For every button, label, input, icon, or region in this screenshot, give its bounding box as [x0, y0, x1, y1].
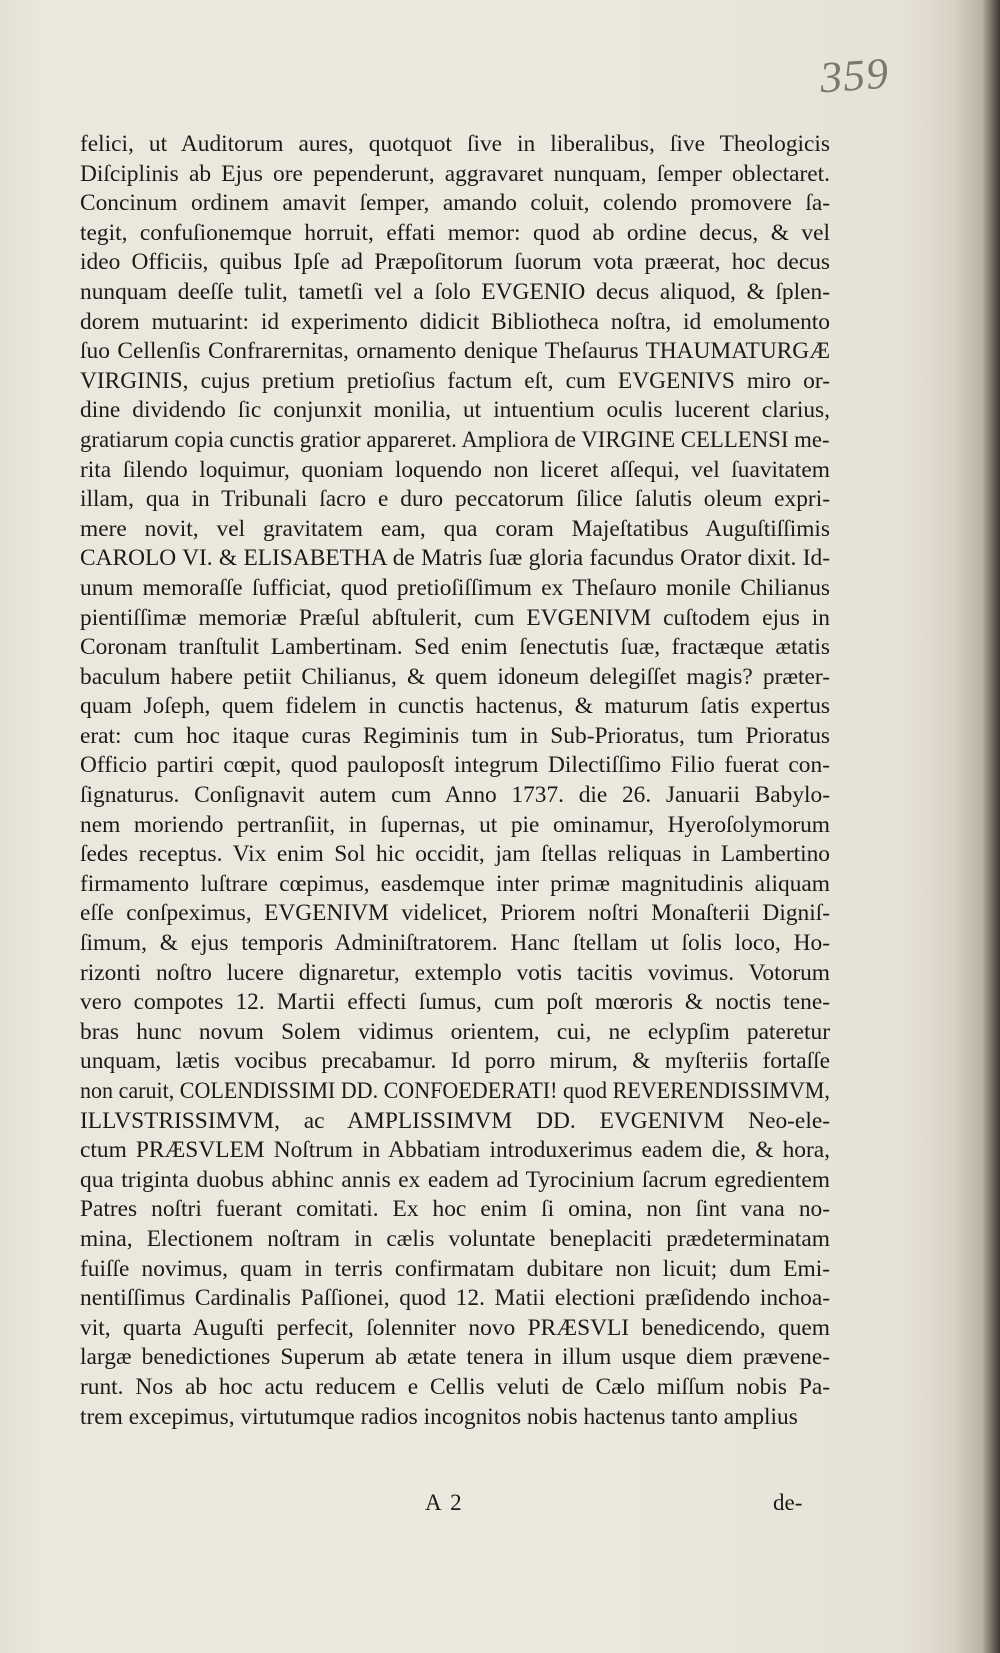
text-line: largæ benedictiones Superum ab ætate tenera in illum usque diem prævene-: [80, 1344, 830, 1371]
signature-mark: A 2: [425, 1490, 464, 1515]
body-text: [80, 130, 830, 1432]
text-line: erat: cum hoc itaque curas Regiminis tum in Sub-Prioratus, tum Prioratus: [80, 722, 830, 749]
text-line: trem excepimus, virtutumque radios incognitos nobis hactenus tanto amplius: [80, 1403, 798, 1430]
text-line: baculum habere petiit Chilianus, & quem idoneum delegiſſet magis? præter-: [80, 663, 830, 690]
text-line: Officio partiri cœpit, quod pauloposſt integrum Dilectiſſimo Filio fuerat con-: [80, 752, 830, 779]
text-line: quam Joſeph, quem fidelem in cunctis hactenus, & maturum ſatis expertus: [80, 693, 830, 720]
text-line: fuiſſe novimus, quam in terris confirmatam dubitare non licuit; dum Emi-: [80, 1255, 830, 1282]
text-line: nunquam deeſſe tulit, tametſi vel a ſolo EVGENIO decus aliquod, & ſplen-: [80, 278, 830, 305]
text-line: Diſciplinis ab Ejus ore pependerunt, aggravaret nunquam, ſemper oblectaret.: [80, 160, 830, 187]
text-line: ſimum, & ejus temporis Adminiſtratorem. Hanc ſtellam ut ſolis loco, Ho-: [80, 930, 830, 957]
text-line: CAROLO VI. & ELISABETHA de Matris ſuæ gloria facundus Orator dixit. Id-: [80, 545, 830, 572]
text-line: illam, qua in Tribunali ſacro e duro peccatorum ſilice ſalutis oleum expri-: [80, 486, 830, 513]
text-line: ILLVSTRISSIMVM, ac AMPLISSIMVM DD. EVGENIVM Neo-ele-: [80, 1107, 830, 1134]
text-line: Coronam tranſtulit Lambertinam. Sed enim ſenectutis ſuæ, fractæque ætatis: [80, 634, 830, 661]
text-line: rizonti noſtro lucere dignaretur, extemplo votis tacitis vovimus. Votorum: [80, 959, 830, 986]
text-line: ideo Officiis, quibus Ipſe ad Præpoſitorum ſuorum vota præerat, hoc decus: [80, 249, 830, 276]
text-line: vit, quarta Auguſti perfecit, ſolenniter novo PRÆSVLI benedicendo, quem: [80, 1314, 830, 1341]
text-line: unum memoraſſe ſufficiat, quod pretioſiſſimum ex Theſauro monile Chilianus: [80, 574, 830, 601]
text-line: qua triginta duobus abhinc annis ex eadem ad Tyrocinium ſacrum egredientem: [80, 1166, 830, 1193]
text-line: nem moriendo pertranſiit, in ſupernas, ut pie ominamur, Hyeroſolymorum: [80, 811, 830, 838]
text-line: firmamento luſtrare cœpimus, easdemque inter primæ magnitudinis aliquam: [80, 870, 830, 897]
text-line: mina, Electionem noſtram in cælis voluntate beneplaciti prædeterminatam: [80, 1225, 830, 1252]
text-line: ſedes receptus. Vix enim Sol hic occidit, jam ſtellas reliquas in Lambertino: [80, 841, 830, 868]
text-line: dine dividendo ſic conjunxit monilia, ut intuentium oculis lucerent clarius,: [80, 397, 830, 424]
text-line: Patres noſtri fuerant comitati. Ex hoc enim ſi omina, non ſint vana no-: [80, 1196, 830, 1223]
text-line: ctum PRÆSVLEM Noſtrum in Abbatiam introduxerimus eadem die, & hora,: [80, 1137, 830, 1164]
text-line: gratiarum copia cunctis gratior appareret. Ampliora de VIRGINE CELLENSI me-: [80, 426, 830, 453]
text-line: ſignaturus. Conſignavit autem cum Anno 1737. die 26. Januarii Babylo-: [80, 782, 830, 809]
text-line: non caruit, COLENDISSIMI DD. CONFOEDERATI! quod REVERENDISSIMVM,: [80, 1078, 830, 1104]
text-line: dorem mutuarint: id experimento didicit Bibliotheca noſtra, id emolumento: [80, 308, 830, 335]
text-line: pientiſſimæ memoriæ Præſul abſtulerit, cum EVGENIVM cuſtodem ejus in: [80, 604, 830, 631]
text-line: unquam, lætis vocibus precabamur. Id porro mirum, & myſteriis fortaſſe: [80, 1048, 830, 1075]
text-line: nentiſſimus Cardinalis Paſſionei, quod 12. Matii electioni præſidendo inchoa-: [80, 1285, 830, 1312]
text-line: vero compotes 12. Martii effecti ſumus, cum poſt mœroris & noctis tene-: [80, 989, 830, 1016]
text-line: felici, ut Auditorum aures, quotquot ſive in liberalibus, ſive Theologicis: [80, 131, 830, 157]
text-line: VIRGINIS, cujus pretium pretioſius factum eſt, cum EVGENIVS miro or-: [80, 367, 830, 394]
catchword: de-: [773, 1490, 803, 1515]
text-line: ſuo Cellenſis Confrarernitas, ornamento denique Theſaurus THAUMATURGÆ: [80, 338, 830, 365]
page-edge: [955, 0, 1000, 1653]
text-line: bras hunc novum Solem vidimus orientem, cui, ne eclypſim pateretur: [80, 1018, 830, 1045]
text-line: rita ſilendo loquimur, quoniam loquendo non liceret aſſequi, vel ſuavitatem: [80, 456, 830, 483]
text-line: tegit, confuſionemque horruit, effati memor: quod ab ordine decus, & vel: [80, 219, 830, 246]
text-line: mere novit, vel gravitatem eam, qua coram Majeſtatibus Auguſtiſſimis: [80, 515, 830, 542]
text-line: eſſe conſpeximus, EVGENIVM videlicet, Priorem noſtri Monaſterii Digniſ-: [80, 900, 830, 927]
text-line: runt. Nos ab hoc actu reducem e Cellis veluti de Cælo miſſum nobis Pa-: [80, 1373, 830, 1400]
folio-number: 359: [818, 48, 891, 103]
text-line: Concinum ordinem amavit ſemper, amando coluit, colendo promovere ſa-: [80, 190, 830, 217]
